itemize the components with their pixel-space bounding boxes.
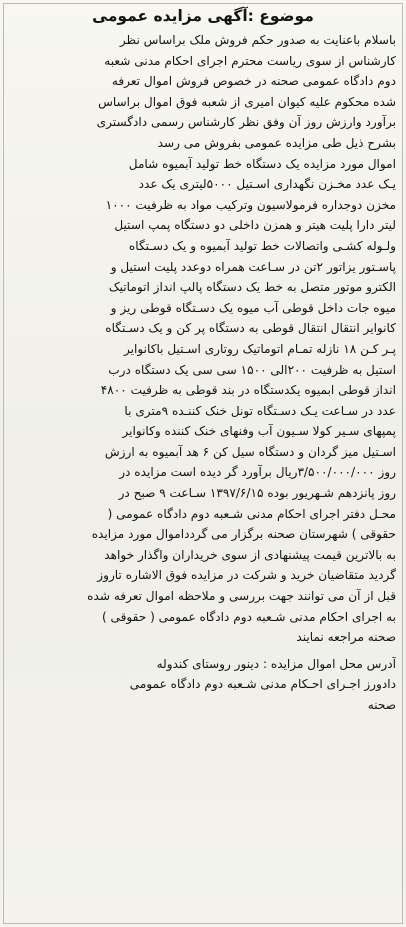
property-address: آدرس محل اموال مزایده : دینور روستای کندوله bbox=[156, 656, 396, 671]
issuer-line: دادورز اجـرای احـکام مدنی شـعبه دوم دادگاه عمومی bbox=[129, 677, 396, 692]
body-line: استیل به ظرفیت ۲۰۰الی ۱۵۰۰ سی سی یک دستگاه درب bbox=[108, 362, 396, 377]
body-line: کانوایر انتقال انتقال قوطی به دستگاه پر کن و یک دسـتگاه bbox=[105, 321, 396, 336]
body-line: اسـتیل میز گردان و دستگاه سیل کن ۶ هد آبمیوه به ارزش bbox=[104, 444, 396, 459]
body-line: صحنه مراجعه نمایند bbox=[296, 630, 396, 645]
body-line: بشرح ذیل طی مزایده عمومی بفروش می رسد bbox=[157, 135, 396, 150]
body-line: میوه جات داخل قوطی آب میوه یک دسـتگاه قوطی ریز و bbox=[110, 300, 396, 315]
body-line: انداز قوطی ابمیوه یکدستگاه در بند قوطی به ظرفیت ۴۸۰۰ bbox=[100, 383, 396, 398]
body-line: برآورد وارزش روز آن وفق نظر کارشناس رسمی دادگستری bbox=[96, 115, 396, 130]
body-line: لیتر دارا پلیت هیتر و همزن داخلی دو دستگاه پمپ استیل bbox=[114, 218, 396, 233]
body-line: دوم دادگاه عمومی صحنه در خصوص فروش اموال تعرفه bbox=[111, 74, 396, 89]
notice-title: موضوع :آگهی مزایده عمومی bbox=[92, 7, 314, 25]
body-line: گردید متقاضیان خرید و شرکت در مزایده فوق الاشاره تاروز bbox=[97, 568, 396, 583]
body-line: اموال مورد مزایده یک دستگاه خط تولید آبمیوه شامل bbox=[128, 156, 396, 171]
body-line: عدد در سـاعت یـک دسـتگاه تونل خنک کننـده ۹متری با bbox=[124, 403, 396, 418]
body-line: روز ۳/۵۰۰/۰۰۰/۰۰۰ریال برآورد گر دیده است مزایده در bbox=[119, 465, 396, 480]
body-line: کارشناس از سوی ریاست محترم اجرای احکام مدنی شعبه bbox=[104, 53, 396, 68]
body-line: قبل از آن می توانند جهت بررسی و ملاحظه اموال تعرفه شده bbox=[87, 589, 396, 604]
body-line: محـل دفتر اجرای احکام مدنی شـعبه دوم دادگاه عمومی ( bbox=[107, 506, 396, 521]
body-line: شده محکوم علیه کیوان امیری از شعبه فوق اموال براساس bbox=[98, 94, 396, 109]
body-line: مخزن دوجداره فرمولاسیون وترکیب مواد به ظرفیت ۱۰۰۰ bbox=[105, 197, 396, 212]
body-line: باسلام باعنایت به صدور حکم فروش ملک براساس نظر bbox=[119, 33, 396, 47]
body-line: الکترو موتور متصل به خط یک دستگاه پالپ انداز اتوماتیک bbox=[108, 280, 396, 295]
body-line: یـک عدد مخـزن نگهداری اسـتیل ۵۰۰۰لیتری یک عدد bbox=[138, 177, 396, 192]
body-line: به بالاترین قیمت پیشنهادی از سوی خریداران واگذار خواهد bbox=[104, 547, 396, 562]
body-line: پاسـتور یزاتور ۲تن در سـاعت همراه دوعدد پلیت استیل و bbox=[110, 259, 396, 274]
body-line: حقوقی ) شهرستان صحنه برگزار می گردداموال مورد مزایده bbox=[91, 527, 396, 542]
body-line: روز پانزدهم شـهریور بوده ۱۳۹۷/۶/۱۵ سـاعت ۹ صبح در bbox=[118, 486, 396, 501]
body-line: ولـوله کشـی واتصالات خط تولید آبمیوه و یک دسـتگاه bbox=[128, 238, 396, 253]
body-line: به اجرای احکام مدنی شـعبه دوم دادگاه عمومی ( حقوقی ) bbox=[101, 609, 396, 624]
body-line: پمپهای سـیر کولا سـیون آب وفنهای خنک کننده وکانوایر bbox=[122, 424, 396, 439]
clipping-border bbox=[3, 3, 403, 924]
body-line: پـر کـن ۱۸ نازله تمـام اتوماتیک روتاری اسـتیل باکانوایر bbox=[124, 341, 396, 356]
issuer-city: صحنه bbox=[367, 698, 396, 712]
